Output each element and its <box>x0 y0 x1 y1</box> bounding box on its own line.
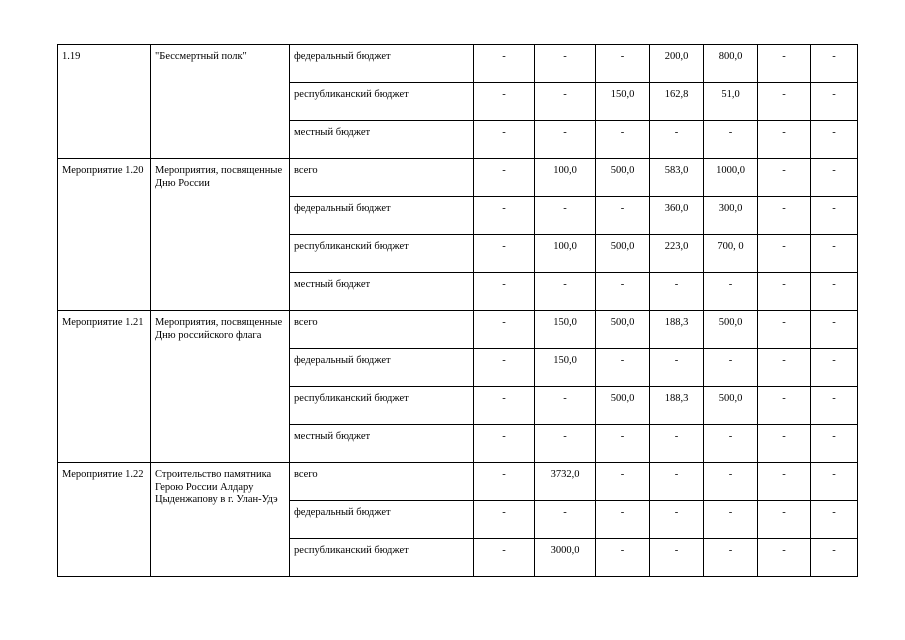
amount-cell: - <box>811 387 858 425</box>
amount-cell: - <box>474 349 535 387</box>
table-row <box>58 45 858 83</box>
funding-source-cell: федеральный бюджет <box>290 45 474 83</box>
amount-cell: - <box>596 197 650 235</box>
amount-cell: - <box>650 121 704 159</box>
activity-id-cell: Мероприятие 1.22 <box>58 463 151 577</box>
amount-cell: - <box>758 159 811 197</box>
amount-cell: - <box>535 387 596 425</box>
amount-cell: - <box>474 463 535 501</box>
amount-cell: - <box>811 501 858 539</box>
amount-cell: 150,0 <box>596 83 650 121</box>
amount-cell: - <box>704 501 758 539</box>
activity-id-cell: Мероприятие 1.21 <box>58 311 151 463</box>
amount-cell: - <box>811 83 858 121</box>
amount-cell: - <box>650 539 704 577</box>
amount-cell: - <box>758 463 811 501</box>
amount-cell: - <box>535 83 596 121</box>
table-body <box>58 45 858 577</box>
amount-cell: - <box>474 387 535 425</box>
funding-source-cell: республиканский бюджет <box>290 235 474 273</box>
amount-cell: 500,0 <box>596 387 650 425</box>
amount-cell: - <box>811 273 858 311</box>
amount-cell: 3732,0 <box>535 463 596 501</box>
amount-cell: - <box>474 159 535 197</box>
amount-cell: - <box>650 273 704 311</box>
amount-cell: - <box>811 463 858 501</box>
amount-cell: 500,0 <box>704 387 758 425</box>
amount-cell: 150,0 <box>535 311 596 349</box>
table-row <box>58 311 858 349</box>
amount-cell: - <box>758 121 811 159</box>
funding-source-cell: местный бюджет <box>290 273 474 311</box>
amount-cell: 500,0 <box>596 159 650 197</box>
amount-cell: 200,0 <box>650 45 704 83</box>
funding-source-cell: местный бюджет <box>290 121 474 159</box>
amount-cell: - <box>811 311 858 349</box>
amount-cell: - <box>650 349 704 387</box>
amount-cell: - <box>474 197 535 235</box>
amount-cell: 1000,0 <box>704 159 758 197</box>
amount-cell: 51,0 <box>704 83 758 121</box>
activity-id-cell: 1.19 <box>58 45 151 159</box>
amount-cell: - <box>596 273 650 311</box>
amount-cell: - <box>535 197 596 235</box>
amount-cell: - <box>596 539 650 577</box>
amount-cell: 100,0 <box>535 159 596 197</box>
activity-name-cell: "Бессмертный полк" <box>151 45 290 159</box>
amount-cell: - <box>811 349 858 387</box>
amount-cell: - <box>535 45 596 83</box>
activity-id-cell: Мероприятие 1.20 <box>58 159 151 311</box>
amount-cell: - <box>474 273 535 311</box>
amount-cell: 700, 0 <box>704 235 758 273</box>
funding-source-cell: местный бюджет <box>290 425 474 463</box>
amount-cell: 500,0 <box>704 311 758 349</box>
amount-cell: - <box>811 425 858 463</box>
funding-source-cell: федеральный бюджет <box>290 501 474 539</box>
amount-cell: - <box>758 539 811 577</box>
amount-cell: - <box>758 311 811 349</box>
amount-cell: - <box>811 45 858 83</box>
amount-cell: - <box>650 463 704 501</box>
amount-cell: - <box>474 425 535 463</box>
amount-cell: - <box>758 45 811 83</box>
amount-cell: - <box>758 197 811 235</box>
amount-cell: - <box>474 539 535 577</box>
amount-cell: - <box>535 273 596 311</box>
table-row <box>58 463 858 501</box>
amount-cell: 360,0 <box>650 197 704 235</box>
amount-cell: 300,0 <box>704 197 758 235</box>
amount-cell: - <box>811 197 858 235</box>
amount-cell: - <box>596 349 650 387</box>
amount-cell: - <box>758 235 811 273</box>
amount-cell: 162,8 <box>650 83 704 121</box>
funding-source-cell: всего <box>290 463 474 501</box>
amount-cell: 583,0 <box>650 159 704 197</box>
amount-cell: - <box>811 121 858 159</box>
funding-source-cell: всего <box>290 311 474 349</box>
amount-cell: - <box>758 83 811 121</box>
activity-name-cell: Мероприятия, посвященные Дню российского флага <box>151 311 290 463</box>
amount-cell: - <box>704 121 758 159</box>
amount-cell: 188,3 <box>650 387 704 425</box>
amount-cell: - <box>474 501 535 539</box>
amount-cell: - <box>811 539 858 577</box>
amount-cell: - <box>535 501 596 539</box>
amount-cell: - <box>704 463 758 501</box>
amount-cell: - <box>596 501 650 539</box>
amount-cell: 100,0 <box>535 235 596 273</box>
amount-cell: - <box>535 425 596 463</box>
amount-cell: - <box>535 121 596 159</box>
amount-cell: - <box>758 387 811 425</box>
amount-cell: - <box>704 349 758 387</box>
amount-cell: - <box>758 273 811 311</box>
funding-source-cell: республиканский бюджет <box>290 387 474 425</box>
funding-source-cell: республиканский бюджет <box>290 83 474 121</box>
amount-cell: - <box>474 311 535 349</box>
amount-cell: 500,0 <box>596 235 650 273</box>
amount-cell: 500,0 <box>596 311 650 349</box>
funding-source-cell: федеральный бюджет <box>290 349 474 387</box>
amount-cell: - <box>758 425 811 463</box>
amount-cell: - <box>704 273 758 311</box>
activity-name-cell: Мероприятия, посвященные Дню России <box>151 159 290 311</box>
amount-cell: - <box>650 501 704 539</box>
amount-cell: - <box>596 425 650 463</box>
amount-cell: - <box>811 159 858 197</box>
amount-cell: - <box>474 45 535 83</box>
amount-cell: - <box>704 539 758 577</box>
amount-cell: 188,3 <box>650 311 704 349</box>
table-row <box>58 159 858 197</box>
amount-cell: 223,0 <box>650 235 704 273</box>
amount-cell: - <box>474 121 535 159</box>
amount-cell: 150,0 <box>535 349 596 387</box>
amount-cell: - <box>474 235 535 273</box>
amount-cell: 800,0 <box>704 45 758 83</box>
amount-cell: - <box>811 235 858 273</box>
amount-cell: - <box>650 425 704 463</box>
amount-cell: - <box>474 83 535 121</box>
funding-source-cell: всего <box>290 159 474 197</box>
funding-source-cell: республиканский бюджет <box>290 539 474 577</box>
amount-cell: - <box>596 121 650 159</box>
budget-table <box>57 44 858 577</box>
activity-name-cell: Строительство памятника Герою России Алдару Цыденжапову в г. Улан-Удэ <box>151 463 290 577</box>
amount-cell: - <box>758 501 811 539</box>
amount-cell: 3000,0 <box>535 539 596 577</box>
funding-source-cell: федеральный бюджет <box>290 197 474 235</box>
amount-cell: - <box>704 425 758 463</box>
amount-cell: - <box>596 45 650 83</box>
amount-cell: - <box>758 349 811 387</box>
amount-cell: - <box>596 463 650 501</box>
